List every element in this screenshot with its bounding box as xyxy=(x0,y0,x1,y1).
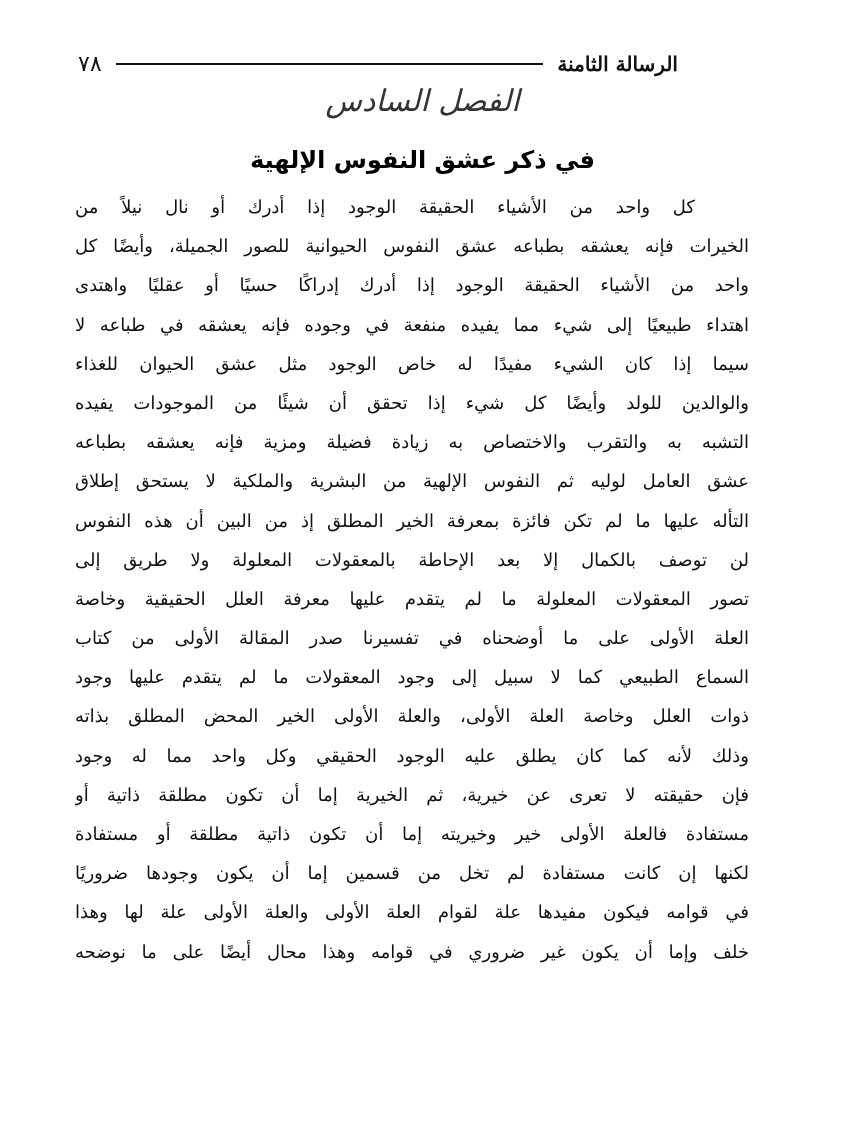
body-text xyxy=(75,188,749,972)
text-line: العلة الأولى على ما أوضحناه في تفسيرنا صدر المقالة الأولى من كتاب xyxy=(75,628,749,650)
text-line: التشبه به والتقرب والاختصاص به زيادة فضيلة ومزية فإنه يعشقه بطباعه xyxy=(75,432,749,454)
text-line: فإن حقيقته لا تعرى عن خيرية، ثم الخيرية إما أن تكون مطلقة ذاتية أو xyxy=(75,784,749,806)
text-line: تصور المعقولات المعلولة ما لم يتقدم عليها معرفة العلل الحقيقية وخاصة xyxy=(75,588,749,610)
text-line: سيما إذا كان الشيء مفيدًا له خاص الوجود مثل عشق الحيوان للغذاء xyxy=(75,353,749,375)
text-line: كل واحد من الأشياء الحقيقة الوجود إذا أدرك أو نال نيلاً من xyxy=(75,197,695,218)
running-title: الرسالة الثامنة xyxy=(557,52,678,76)
text-line: السماع الطبيعي كما لا سبيل إلى وجود المعقولات ما لم يتقدم عليها وجود xyxy=(75,667,749,689)
text-line: واحد من الأشياء الحقيقة الوجود إذا أدرك إدراكًا حسيًا أو عقليًا واهتدى xyxy=(75,275,749,297)
text-line: ذوات العلل وخاصة العلة الأولى، والعلة الأولى الخير المحض المطلق بذاته xyxy=(75,706,749,728)
text-line: في قوامه فيكون مفيدها علة لقوام العلة الأولى والعلة الأولى علة لها وهذا xyxy=(75,902,749,924)
text-line: الخيرات فإنه يعشقه بطباعه عشق النفوس الحيوانية للصور الجميلة، وأيضًا كل xyxy=(75,236,749,258)
text-line: وذلك لأنه كما كان يطلق عليه الوجود الحقيقي وكل واحد مما له وجود xyxy=(75,745,749,767)
text-line: عشق العامل لوليه ثم النفوس الإلهية من البشرية والملكية لا يستحق إطلاق xyxy=(75,471,749,493)
text-line: خلف وإما أن يكون غير ضروري في قوامه وهذا محال أيضًا على ما نوضحه xyxy=(75,941,749,963)
text-line: مستفادة فالعلة الأولى خير وخيريته إما أن تكون ذاتية مطلقة أو مستفادة xyxy=(75,824,749,845)
running-header xyxy=(78,44,678,84)
chapter-heading: الفصل السادس xyxy=(325,84,520,119)
header-rule xyxy=(116,63,544,65)
page-number: ٧٨ xyxy=(78,51,102,77)
text-line: لكنها إن كانت مستفادة لم تخل من قسمين إما أن يكون وجودها ضروريًا xyxy=(75,863,749,885)
text-line: التأله عليها ما لم تكن فائزة بمعرفة الخير المطلق إذ من البين أن هذه النفوس xyxy=(75,510,749,532)
text-line: والوالدين للولد وأيضًا كل شيء إذا تحقق أن شيئًا من الموجودات يفيده xyxy=(75,392,749,414)
section-title: في ذكر عشق النفوس الإلهية xyxy=(250,146,595,174)
text-line: لن توصف بالكمال إلا بعد الإحاطة بالمعقولات المعلولة ولا طريق إلى xyxy=(75,549,749,571)
text-line: اهتداء طبيعيًا إلى شيء مما يفيده منفعة في وجوده فإنه يعشقه في طباعه لا xyxy=(75,314,749,336)
